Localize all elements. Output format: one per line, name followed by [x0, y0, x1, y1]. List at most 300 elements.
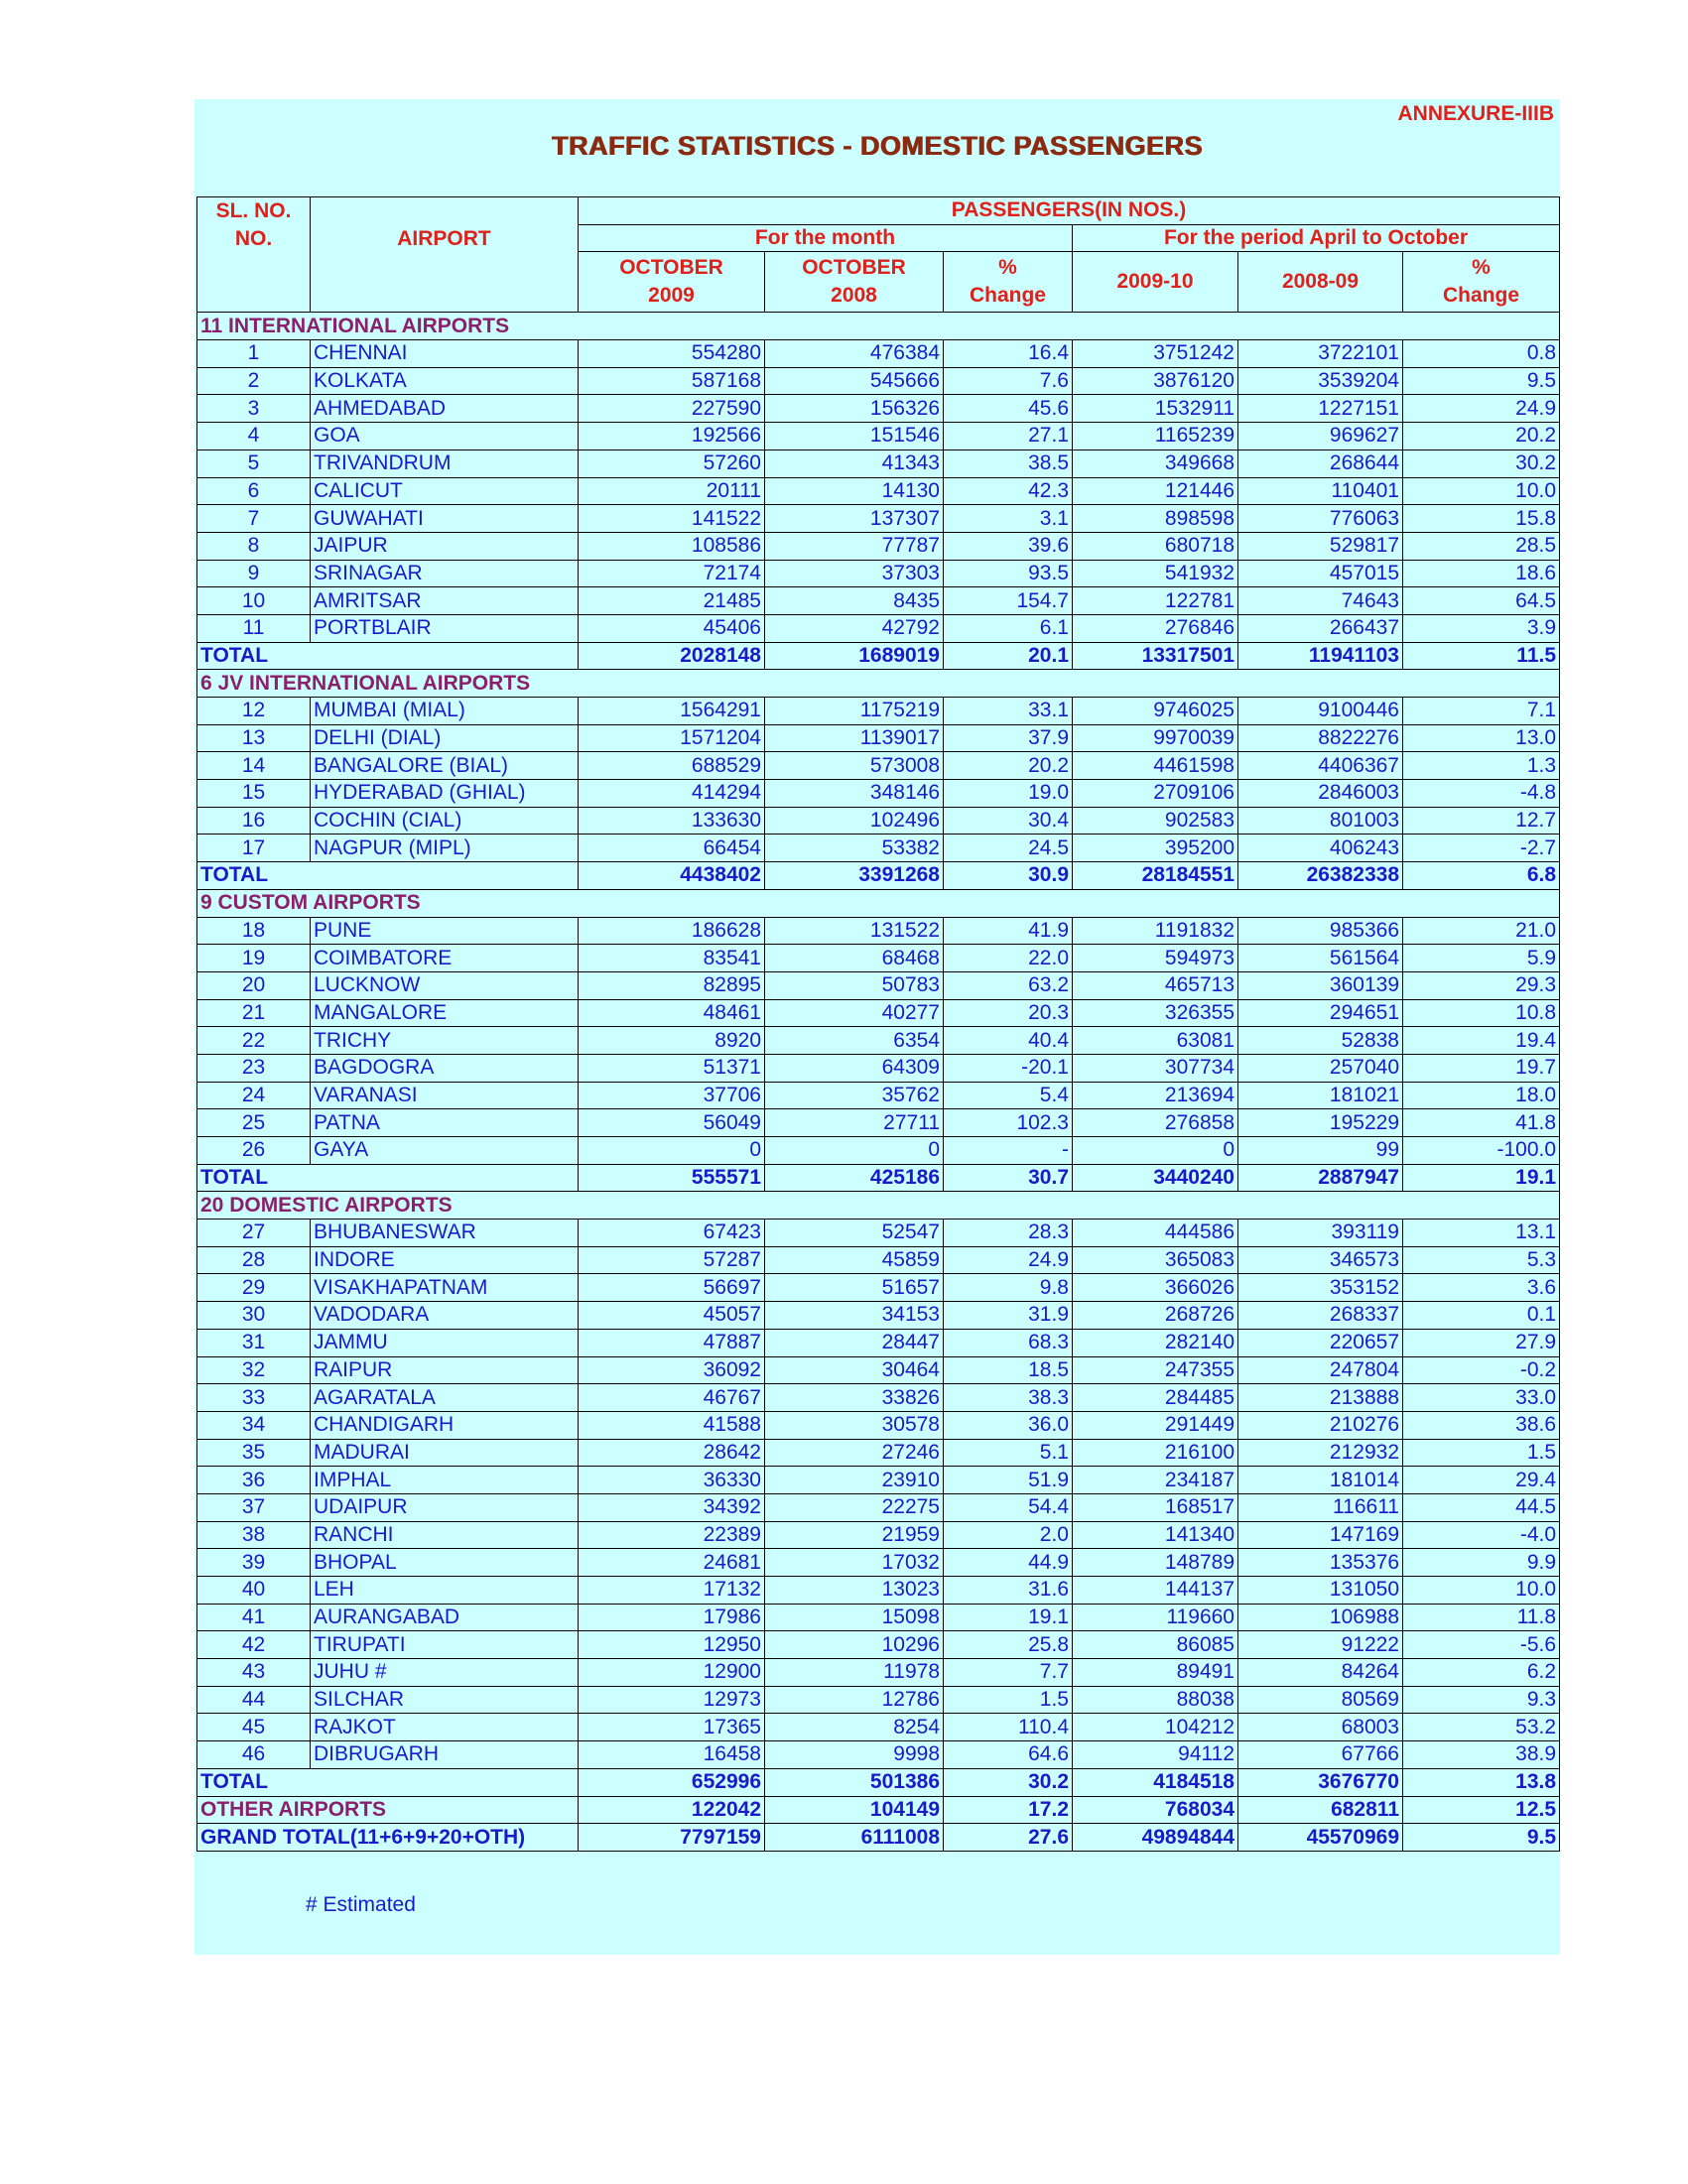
- table-row: [197, 780, 1560, 808]
- oct-2008-cell: 476384: [765, 340, 944, 368]
- header-oct-2009-month: OCTOBER: [619, 256, 723, 280]
- total-oct-2008-cell: 501386: [765, 1768, 944, 1796]
- fy-2008-09-cell: 210276: [1238, 1411, 1403, 1439]
- oct-2008-cell: 23910: [765, 1467, 944, 1494]
- section-total-row: [197, 862, 1560, 890]
- table-row: [197, 1577, 1560, 1605]
- section-header-row: [197, 670, 1560, 698]
- airport-name-cell: CALICUT: [311, 477, 579, 505]
- header-sl-no: [197, 197, 311, 313]
- oct-2008-cell: 41343: [765, 450, 944, 477]
- oct-2008-cell: 13023: [765, 1577, 944, 1605]
- total-fy-2008-09-cell: 3676770: [1238, 1768, 1403, 1796]
- period-change-cell: 11.8: [1403, 1604, 1560, 1631]
- month-change-cell: 36.0: [944, 1411, 1073, 1439]
- other-airports-row: [197, 1796, 1560, 1824]
- fy-2009-10-cell: 63081: [1073, 1027, 1238, 1055]
- sl-no-cell: 7: [197, 505, 311, 533]
- fy-2008-09-cell: 106988: [1238, 1604, 1403, 1631]
- month-change-cell: 37.9: [944, 724, 1073, 752]
- section-title: 9 CUSTOM AIRPORTS: [197, 889, 1560, 917]
- table-row: [197, 560, 1560, 587]
- fy-2008-09-cell: 360139: [1238, 971, 1403, 999]
- period-change-cell: -5.6: [1403, 1631, 1560, 1659]
- period-change-cell: 27.9: [1403, 1329, 1560, 1356]
- fy-2008-09-cell: 220657: [1238, 1329, 1403, 1356]
- month-change-cell: 5.4: [944, 1082, 1073, 1109]
- table-row: [197, 1384, 1560, 1412]
- oct-2009-cell: 1564291: [579, 698, 765, 725]
- table-row: [197, 1714, 1560, 1741]
- total-oct-2008-cell: 3391268: [765, 862, 944, 890]
- oct-2009-cell: 192566: [579, 423, 765, 450]
- oct-2009-cell: 34392: [579, 1493, 765, 1521]
- airport-name-cell: AMRITSAR: [311, 587, 579, 615]
- period-change-cell: 1.3: [1403, 752, 1560, 780]
- oct-2009-cell: 51371: [579, 1054, 765, 1082]
- airport-name-cell: RAJKOT: [311, 1714, 579, 1741]
- total-fy-2009-10-cell: 3440240: [1073, 1164, 1238, 1192]
- oct-2008-cell: 15098: [765, 1604, 944, 1631]
- fy-2009-10-cell: 89491: [1073, 1659, 1238, 1687]
- fy-2008-09-cell: 346573: [1238, 1246, 1403, 1274]
- table-body: [197, 313, 1560, 1852]
- other-oct-2008-cell: 104149: [765, 1796, 944, 1824]
- header-oct-2009-year: 2009: [648, 284, 695, 308]
- sl-no-cell: 43: [197, 1659, 311, 1687]
- fy-2008-09-cell: 268337: [1238, 1302, 1403, 1330]
- fy-2009-10-cell: 444586: [1073, 1220, 1238, 1247]
- oct-2008-cell: 151546: [765, 423, 944, 450]
- oct-2009-cell: 82895: [579, 971, 765, 999]
- oct-2008-cell: 77787: [765, 532, 944, 560]
- airport-name-cell: MADURAI: [311, 1439, 579, 1467]
- month-change-cell: 19.1: [944, 1604, 1073, 1631]
- fy-2009-10-cell: 898598: [1073, 505, 1238, 533]
- airport-name-cell: TRIVANDRUM: [311, 450, 579, 477]
- header-airport: [311, 197, 579, 313]
- airport-name-cell: PUNE: [311, 917, 579, 945]
- month-change-cell: 19.0: [944, 780, 1073, 808]
- sl-no-cell: 12: [197, 698, 311, 725]
- total-label: TOTAL: [197, 862, 579, 890]
- fy-2008-09-cell: 91222: [1238, 1631, 1403, 1659]
- airport-name-cell: JAIPUR: [311, 532, 579, 560]
- month-change-cell: 42.3: [944, 477, 1073, 505]
- period-change-cell: -4.8: [1403, 780, 1560, 808]
- table-row: [197, 999, 1560, 1027]
- other-fy-2008-09-cell: 682811: [1238, 1796, 1403, 1824]
- airport-name-cell: SILCHAR: [311, 1686, 579, 1714]
- airport-name-cell: BANGALORE (BIAL): [311, 752, 579, 780]
- period-change-cell: 12.7: [1403, 807, 1560, 835]
- period-change-cell: 19.7: [1403, 1054, 1560, 1082]
- grand-fy-2009-10-cell: 49894844: [1073, 1824, 1238, 1852]
- airport-name-cell: BHOPAL: [311, 1549, 579, 1577]
- oct-2009-cell: 36092: [579, 1356, 765, 1384]
- period-change-cell: 38.6: [1403, 1411, 1560, 1439]
- fy-2008-09-cell: 266437: [1238, 614, 1403, 642]
- oct-2009-cell: 17132: [579, 1577, 765, 1605]
- oct-2008-cell: 33826: [765, 1384, 944, 1412]
- oct-2009-cell: 37706: [579, 1082, 765, 1109]
- oct-2008-cell: 10296: [765, 1631, 944, 1659]
- sl-no-cell: 21: [197, 999, 311, 1027]
- fy-2008-09-cell: 195229: [1238, 1109, 1403, 1137]
- period-change-cell: 5.9: [1403, 945, 1560, 972]
- airport-name-cell: LEH: [311, 1577, 579, 1605]
- table-row: [197, 1659, 1560, 1687]
- header-oct-2008: [765, 252, 944, 313]
- fy-2009-10-cell: 9746025: [1073, 698, 1238, 725]
- sl-no-cell: 41: [197, 1604, 311, 1631]
- oct-2008-cell: 28447: [765, 1329, 944, 1356]
- fy-2009-10-cell: 349668: [1073, 450, 1238, 477]
- table-row: [197, 752, 1560, 780]
- fy-2008-09-cell: 3722101: [1238, 340, 1403, 368]
- header-period-change-label: Change: [1443, 284, 1520, 308]
- month-change-cell: 41.9: [944, 917, 1073, 945]
- oct-2009-cell: 57260: [579, 450, 765, 477]
- table-row: [197, 917, 1560, 945]
- period-change-cell: -100.0: [1403, 1137, 1560, 1165]
- oct-2009-cell: 56697: [579, 1274, 765, 1302]
- fy-2008-09-cell: 68003: [1238, 1714, 1403, 1741]
- fy-2008-09-cell: 116611: [1238, 1493, 1403, 1521]
- airport-name-cell: TIRUPATI: [311, 1631, 579, 1659]
- oct-2008-cell: 1175219: [765, 698, 944, 725]
- header-fy-2008-09: 2008-09: [1238, 252, 1403, 313]
- section-header-row: [197, 313, 1560, 340]
- sl-no-cell: 4: [197, 423, 311, 450]
- fy-2009-10-cell: 168517: [1073, 1493, 1238, 1521]
- oct-2008-cell: 22275: [765, 1493, 944, 1521]
- oct-2008-cell: 45859: [765, 1246, 944, 1274]
- table-row: [197, 698, 1560, 725]
- oct-2008-cell: 68468: [765, 945, 944, 972]
- oct-2008-cell: 12786: [765, 1686, 944, 1714]
- period-change-cell: 29.4: [1403, 1467, 1560, 1494]
- oct-2009-cell: 108586: [579, 532, 765, 560]
- airport-name-cell: JAMMU: [311, 1329, 579, 1356]
- fy-2009-10-cell: 104212: [1073, 1714, 1238, 1741]
- table-row: [197, 587, 1560, 615]
- sl-no-cell: 35: [197, 1439, 311, 1467]
- month-change-cell: 38.5: [944, 450, 1073, 477]
- table-row: [197, 1082, 1560, 1109]
- period-change-cell: 29.3: [1403, 971, 1560, 999]
- fy-2008-09-cell: 2846003: [1238, 780, 1403, 808]
- period-change-cell: 28.5: [1403, 532, 1560, 560]
- table-row: [197, 1356, 1560, 1384]
- annexure-label: ANNEXURE-IIIB: [1397, 102, 1554, 125]
- sl-no-cell: 25: [197, 1109, 311, 1137]
- airport-name-cell: COCHIN (CIAL): [311, 807, 579, 835]
- airport-name-cell: SRINAGAR: [311, 560, 579, 587]
- period-change-cell: 3.6: [1403, 1274, 1560, 1302]
- month-change-cell: 40.4: [944, 1027, 1073, 1055]
- section-total-row: [197, 1164, 1560, 1192]
- fy-2008-09-cell: 985366: [1238, 917, 1403, 945]
- grand-total-label: GRAND TOTAL(11+6+9+20+OTH): [197, 1824, 579, 1852]
- total-oct-2009-cell: 555571: [579, 1164, 765, 1192]
- oct-2008-cell: 8254: [765, 1714, 944, 1741]
- oct-2009-cell: 57287: [579, 1246, 765, 1274]
- period-change-cell: 13.1: [1403, 1220, 1560, 1247]
- oct-2009-cell: 16458: [579, 1741, 765, 1769]
- oct-2008-cell: 42792: [765, 614, 944, 642]
- fy-2009-10-cell: 88038: [1073, 1686, 1238, 1714]
- header-sl-no-line2: NO.: [234, 227, 273, 250]
- oct-2008-cell: 40277: [765, 999, 944, 1027]
- month-change-cell: 2.0: [944, 1521, 1073, 1549]
- month-change-cell: -: [944, 1137, 1073, 1165]
- header-month-change-label: Change: [969, 284, 1046, 308]
- oct-2008-cell: 34153: [765, 1302, 944, 1330]
- oct-2008-cell: 50783: [765, 971, 944, 999]
- month-change-cell: 54.4: [944, 1493, 1073, 1521]
- fy-2008-09-cell: 247804: [1238, 1356, 1403, 1384]
- table-row: [197, 505, 1560, 533]
- table-row: [197, 1054, 1560, 1082]
- fy-2009-10-cell: 0: [1073, 1137, 1238, 1165]
- total-fy-2009-10-cell: 4184518: [1073, 1768, 1238, 1796]
- oct-2008-cell: 1139017: [765, 724, 944, 752]
- fy-2009-10-cell: 148789: [1073, 1549, 1238, 1577]
- oct-2009-cell: 83541: [579, 945, 765, 972]
- table-row: [197, 423, 1560, 450]
- period-change-cell: 30.2: [1403, 450, 1560, 477]
- fy-2009-10-cell: 122781: [1073, 587, 1238, 615]
- sl-no-cell: 46: [197, 1741, 311, 1769]
- fy-2008-09-cell: 4406367: [1238, 752, 1403, 780]
- fy-2008-09-cell: 181021: [1238, 1082, 1403, 1109]
- sl-no-cell: 13: [197, 724, 311, 752]
- fy-2009-10-cell: 326355: [1073, 999, 1238, 1027]
- sl-no-cell: 22: [197, 1027, 311, 1055]
- table-row: [197, 1274, 1560, 1302]
- oct-2008-cell: 9998: [765, 1741, 944, 1769]
- sl-no-cell: 15: [197, 780, 311, 808]
- table-row: [197, 835, 1560, 862]
- fy-2008-09-cell: 969627: [1238, 423, 1403, 450]
- fy-2009-10-cell: 541932: [1073, 560, 1238, 587]
- sl-no-cell: 40: [197, 1577, 311, 1605]
- oct-2008-cell: 0: [765, 1137, 944, 1165]
- oct-2009-cell: 20111: [579, 477, 765, 505]
- grand-month-change-cell: 27.6: [944, 1824, 1073, 1852]
- sl-no-cell: 31: [197, 1329, 311, 1356]
- oct-2008-cell: 102496: [765, 807, 944, 835]
- traffic-table: [196, 196, 1560, 1852]
- fy-2009-10-cell: 216100: [1073, 1439, 1238, 1467]
- other-period-change-cell: 12.5: [1403, 1796, 1560, 1824]
- airport-name-cell: CHANDIGARH: [311, 1411, 579, 1439]
- sl-no-cell: 45: [197, 1714, 311, 1741]
- oct-2008-cell: 21959: [765, 1521, 944, 1549]
- fy-2009-10-cell: 9970039: [1073, 724, 1238, 752]
- airport-name-cell: NAGPUR (MIPL): [311, 835, 579, 862]
- table-row: [197, 1439, 1560, 1467]
- header-fy-2009-10: 2009-10: [1073, 252, 1238, 313]
- table-row: [197, 532, 1560, 560]
- fy-2009-10-cell: 2709106: [1073, 780, 1238, 808]
- oct-2009-cell: 22389: [579, 1521, 765, 1549]
- sl-no-cell: 28: [197, 1246, 311, 1274]
- period-change-cell: 53.2: [1403, 1714, 1560, 1741]
- oct-2008-cell: 573008: [765, 752, 944, 780]
- month-change-cell: 28.3: [944, 1220, 1073, 1247]
- oct-2009-cell: 414294: [579, 780, 765, 808]
- oct-2008-cell: 30578: [765, 1411, 944, 1439]
- sl-no-cell: 23: [197, 1054, 311, 1082]
- month-change-cell: 7.7: [944, 1659, 1073, 1687]
- table-row: [197, 1329, 1560, 1356]
- period-change-cell: 7.1: [1403, 698, 1560, 725]
- fy-2009-10-cell: 119660: [1073, 1604, 1238, 1631]
- fy-2009-10-cell: 247355: [1073, 1356, 1238, 1384]
- fy-2008-09-cell: 52838: [1238, 1027, 1403, 1055]
- fy-2008-09-cell: 213888: [1238, 1384, 1403, 1412]
- fy-2009-10-cell: 234187: [1073, 1467, 1238, 1494]
- table-row: [197, 1027, 1560, 1055]
- table-row: [197, 477, 1560, 505]
- section-title: 11 INTERNATIONAL AIRPORTS: [197, 313, 1560, 340]
- sl-no-cell: 44: [197, 1686, 311, 1714]
- airport-name-cell: LUCKNOW: [311, 971, 579, 999]
- total-label: TOTAL: [197, 642, 579, 670]
- table-row: [197, 1521, 1560, 1549]
- airport-name-cell: VADODARA: [311, 1302, 579, 1330]
- sl-no-cell: 16: [197, 807, 311, 835]
- sl-no-cell: 9: [197, 560, 311, 587]
- oct-2008-cell: 14130: [765, 477, 944, 505]
- fy-2009-10-cell: 86085: [1073, 1631, 1238, 1659]
- fy-2008-09-cell: 74643: [1238, 587, 1403, 615]
- fy-2008-09-cell: 131050: [1238, 1577, 1403, 1605]
- fy-2008-09-cell: 99: [1238, 1137, 1403, 1165]
- fy-2008-09-cell: 294651: [1238, 999, 1403, 1027]
- oct-2008-cell: 348146: [765, 780, 944, 808]
- oct-2009-cell: 72174: [579, 560, 765, 587]
- airport-name-cell: HYDERABAD (GHIAL): [311, 780, 579, 808]
- fy-2008-09-cell: 67766: [1238, 1741, 1403, 1769]
- fy-2009-10-cell: 594973: [1073, 945, 1238, 972]
- sl-no-cell: 34: [197, 1411, 311, 1439]
- airport-name-cell: VISAKHAPATNAM: [311, 1274, 579, 1302]
- month-change-cell: 64.6: [944, 1741, 1073, 1769]
- fy-2008-09-cell: 393119: [1238, 1220, 1403, 1247]
- month-change-cell: 102.3: [944, 1109, 1073, 1137]
- month-change-cell: 31.6: [944, 1577, 1073, 1605]
- total-period-change-cell: 11.5: [1403, 642, 1560, 670]
- table-row: [197, 1246, 1560, 1274]
- fy-2008-09-cell: 561564: [1238, 945, 1403, 972]
- month-change-cell: 63.2: [944, 971, 1073, 999]
- airport-name-cell: PATNA: [311, 1109, 579, 1137]
- month-change-cell: 1.5: [944, 1686, 1073, 1714]
- airport-name-cell: BAGDOGRA: [311, 1054, 579, 1082]
- month-change-cell: 3.1: [944, 505, 1073, 533]
- sl-no-cell: 27: [197, 1220, 311, 1247]
- month-change-cell: 31.9: [944, 1302, 1073, 1330]
- month-change-cell: 24.9: [944, 1246, 1073, 1274]
- month-change-cell: 45.6: [944, 395, 1073, 423]
- sl-no-cell: 30: [197, 1302, 311, 1330]
- header-oct-2009: [579, 252, 765, 313]
- period-change-cell: 0.8: [1403, 340, 1560, 368]
- airport-name-cell: RAIPUR: [311, 1356, 579, 1384]
- table-row: [197, 1109, 1560, 1137]
- oct-2009-cell: 587168: [579, 367, 765, 395]
- oct-2009-cell: 41588: [579, 1411, 765, 1439]
- airport-name-cell: GOA: [311, 423, 579, 450]
- total-oct-2008-cell: 1689019: [765, 642, 944, 670]
- sl-no-cell: 36: [197, 1467, 311, 1494]
- fy-2008-09-cell: 801003: [1238, 807, 1403, 835]
- header-month-change-pct: %: [998, 256, 1017, 280]
- fy-2009-10-cell: 213694: [1073, 1082, 1238, 1109]
- total-month-change-cell: 30.2: [944, 1768, 1073, 1796]
- sl-no-cell: 20: [197, 971, 311, 999]
- sl-no-cell: 3: [197, 395, 311, 423]
- oct-2008-cell: 27246: [765, 1439, 944, 1467]
- fy-2008-09-cell: 268644: [1238, 450, 1403, 477]
- fy-2009-10-cell: 268726: [1073, 1302, 1238, 1330]
- fy-2008-09-cell: 212932: [1238, 1439, 1403, 1467]
- oct-2009-cell: 56049: [579, 1109, 765, 1137]
- airport-name-cell: DIBRUGARH: [311, 1741, 579, 1769]
- month-change-cell: 110.4: [944, 1714, 1073, 1741]
- oct-2009-cell: 66454: [579, 835, 765, 862]
- total-oct-2008-cell: 425186: [765, 1164, 944, 1192]
- total-label: TOTAL: [197, 1164, 579, 1192]
- sl-no-cell: 11: [197, 614, 311, 642]
- airport-name-cell: GAYA: [311, 1137, 579, 1165]
- fy-2008-09-cell: 353152: [1238, 1274, 1403, 1302]
- month-change-cell: 25.8: [944, 1631, 1073, 1659]
- oct-2009-cell: 688529: [579, 752, 765, 780]
- other-oct-2009-cell: 122042: [579, 1796, 765, 1824]
- table-row: [197, 807, 1560, 835]
- sl-no-cell: 32: [197, 1356, 311, 1384]
- total-fy-2008-09-cell: 2887947: [1238, 1164, 1403, 1192]
- sl-no-cell: 14: [197, 752, 311, 780]
- oct-2008-cell: 137307: [765, 505, 944, 533]
- airport-name-cell: IMPHAL: [311, 1467, 579, 1494]
- total-month-change-cell: 20.1: [944, 642, 1073, 670]
- airport-name-cell: PORTBLAIR: [311, 614, 579, 642]
- fy-2009-10-cell: 1165239: [1073, 423, 1238, 450]
- fy-2009-10-cell: 366026: [1073, 1274, 1238, 1302]
- period-change-cell: 10.0: [1403, 477, 1560, 505]
- oct-2008-cell: 37303: [765, 560, 944, 587]
- header-month-change: [944, 252, 1073, 313]
- oct-2008-cell: 52547: [765, 1220, 944, 1247]
- month-change-cell: 24.5: [944, 835, 1073, 862]
- sl-no-cell: 19: [197, 945, 311, 972]
- month-change-cell: 33.1: [944, 698, 1073, 725]
- sl-no-cell: 37: [197, 1493, 311, 1521]
- oct-2008-cell: 35762: [765, 1082, 944, 1109]
- period-change-cell: 19.4: [1403, 1027, 1560, 1055]
- fy-2008-09-cell: 9100446: [1238, 698, 1403, 725]
- header-oct-2008-month: OCTOBER: [802, 256, 906, 280]
- oct-2009-cell: 0: [579, 1137, 765, 1165]
- sl-no-cell: 10: [197, 587, 311, 615]
- month-change-cell: 30.4: [944, 807, 1073, 835]
- airport-name-cell: INDORE: [311, 1246, 579, 1274]
